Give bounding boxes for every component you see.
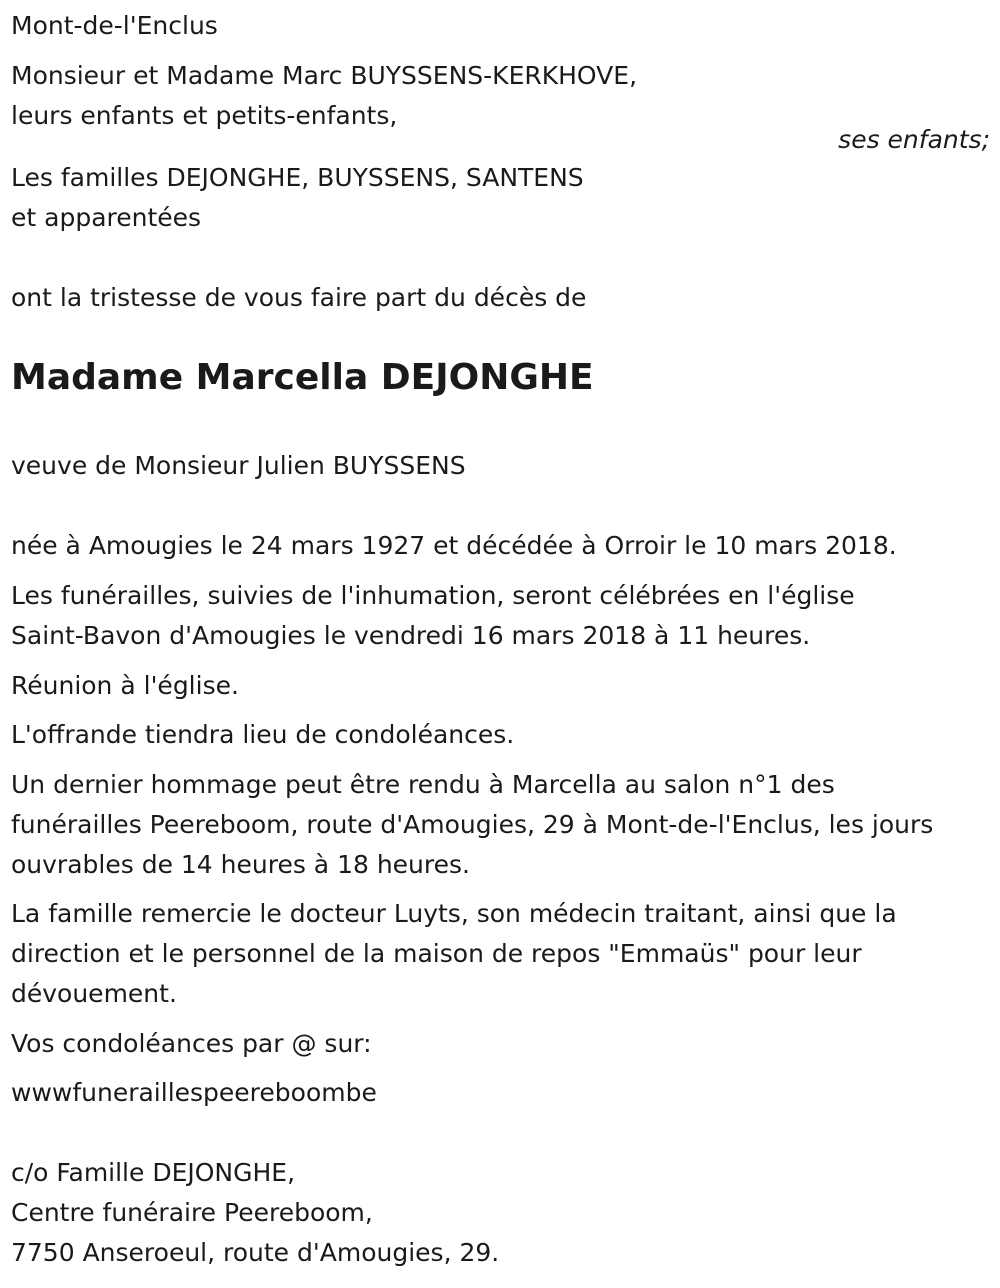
tribute-line-1: Un dernier hommage peut être rendu à Marcella au salon n°1 des — [11, 770, 835, 799]
families-other-line-2: et apparentées — [11, 203, 202, 232]
tribute-line-2: funérailles Peereboom, route d'Amougies, 29 à Mont-de-l'Enclus, les jours — [11, 810, 934, 839]
meeting-text: Réunion à l'église. — [11, 671, 239, 700]
funeral-line-1: Les funérailles, suivies de l'inhumation, seront célébrées en l'église — [11, 581, 855, 610]
address-line-2: Centre funéraire Peereboom, — [11, 1198, 373, 1227]
birth-death-text: née à Amougies le 24 mars 1927 et décédée à Orroir le 10 mars 2018. — [11, 531, 897, 560]
thanks-line-3: dévouement. — [11, 979, 177, 1008]
deceased-name: Madame Marcella DEJONGHE — [11, 357, 594, 398]
family-relation: ses enfants; — [838, 125, 990, 154]
address-line-3: 7750 Anseroeul, route d'Amougies, 29. — [11, 1238, 500, 1267]
place-header: Mont-de-l'Enclus — [11, 11, 218, 40]
funeral-line-2: Saint-Bavon d'Amougies le vendredi 16 mars 2018 à 11 heures. — [11, 621, 811, 650]
family-line-2: leurs enfants et petits-enfants, — [11, 101, 398, 130]
tribute-line-3: ouvrables de 14 heures à 18 heures. — [11, 850, 470, 879]
website-text: wwwfuneraillespeereboombe — [11, 1078, 377, 1107]
condolences-label: Vos condoléances par @ sur: — [11, 1029, 372, 1058]
thanks-line-1: La famille remercie le docteur Luyts, son médecin traitant, ainsi que la — [11, 899, 897, 928]
family-line-1: Monsieur et Madame Marc BUYSSENS-KERKHOVE, — [11, 61, 638, 90]
families-other-line-1: Les familles DEJONGHE, BUYSSENS, SANTENS — [11, 163, 584, 192]
widow-of-text: veuve de Monsieur Julien BUYSSENS — [11, 451, 466, 480]
announcement-text: ont la tristesse de vous faire part du décès de — [11, 283, 587, 312]
offering-text: L'offrande tiendra lieu de condoléances. — [11, 720, 515, 749]
thanks-line-2: direction et le personnel de la maison de repos "Emmaüs" pour leur — [11, 939, 862, 968]
address-line-1: c/o Famille DEJONGHE, — [11, 1158, 296, 1187]
